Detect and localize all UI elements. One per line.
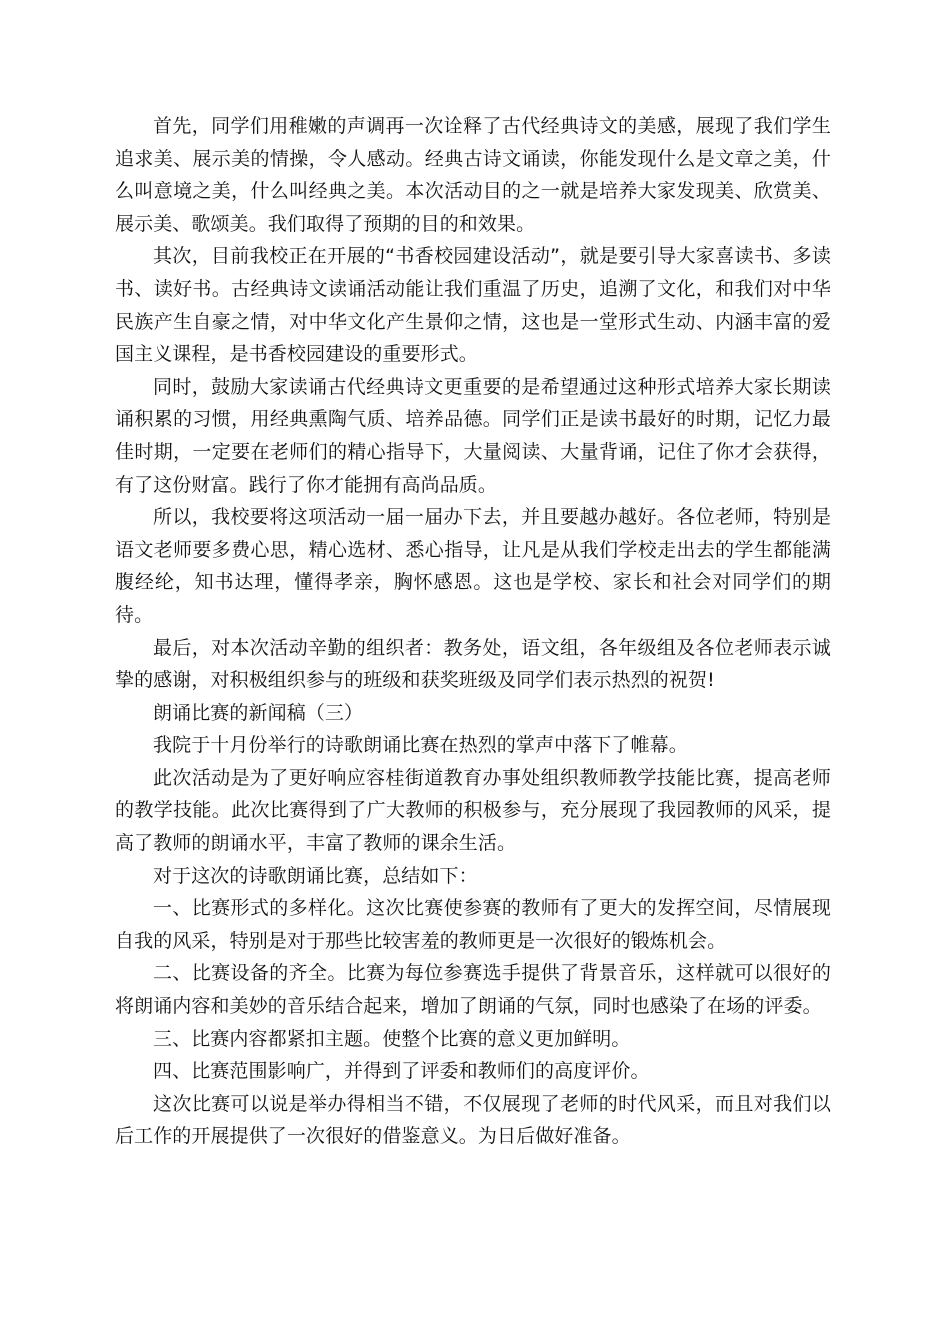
paragraph-1: 首先，同学们用稚嫩的声调再一次诠释了古代经典诗文的美感，展现了我们学生追求美、展示美的情操，令人感动。经典古诗文诵读，你能发现什么是文章之美，什么叫意境之美，什么叫经典之美。本次活动目的之一就是培养大家发现美、欣赏美、展示美、歌颂美。我们取得了预期的目的和效果。 — [115, 115, 831, 235]
paragraph-4: 所以，我校要将这项活动一届一届办下去，并且要越办越好。各位老师，特别是语文老师要多费心思，精心选材、悉心指导，让凡是从我们学校走出去的学生都能满腹经纶，知书达理，懂得孝亲，胸怀感恩。这也是学校、家长和社会对同学们的期待。 — [115, 506, 831, 626]
paragraph-11: 二、比赛设备的齐全。比赛为每位参赛选手提供了背景音乐，这样就可以很好的将朗诵内容和美妙的音乐结合起来，增加了朗诵的气氛，同时也感染了在场的评委。 — [115, 962, 831, 1018]
paragraph-9: 对于这次的诗歌朗诵比赛，总结如下： — [153, 864, 478, 887]
paragraph-7: 我院于十月份举行的诗歌朗诵比赛在热烈的掌声中落下了帷幕。 — [153, 734, 688, 757]
paragraph-12: 三、比赛内容都紧扣主题。使整个比赛的意义更加鲜明。 — [153, 1027, 631, 1050]
paragraph-13: 四、比赛范围影响广，并得到了评委和教师们的高度评价。 — [153, 1060, 650, 1083]
paragraph-10: 一、比赛形式的多样化。这次比赛使参赛的教师有了更大的发挥空间，尽情展现自我的风采，特别是对于那些比较害羞的教师更是一次很好的锻炼机会。 — [115, 897, 831, 952]
paragraph-14: 这次比赛可以说是举办得相当不错，不仅展现了老师的时代风采，而且对我们以后工作的开展提供了一次很好的借鉴意义。为日后做好准备。 — [115, 1092, 831, 1148]
paragraph-2: 其次，目前我校正在开展的“书香校园建设活动”，就是要引导大家喜读书、多读书、读好书。古经典诗文读诵活动能让我们重温了历史，追溯了文化，和我们对中华民族产生自豪之情，对中华文化产生景仰之情，这也是一堂形式生动、内涵丰富的爱国主义课程，是书香校园建设的重要形式。 — [115, 245, 831, 366]
section-heading: 朗诵比赛的新闻稿（三） — [153, 701, 364, 724]
paragraph-3: 同时，鼓励大家读诵古代经典诗文更重要的是希望通过这种形式培养大家长期读诵积累的习惯，用经典熏陶气质、培养品德。同学们正是读书最好的时期，记忆力最佳时期，一定要在老师们的精心指导下，大量阅读、大量背诵，记住了你才会获得，有了这份财富。践行了你才能拥有高尚品质。 — [115, 375, 831, 496]
paragraph-8: 此次活动是为了更好响应容桂街道教育办事处组织教师教学技能比赛，提高老师的教学技能。此次比赛得到了广大教师的积极参与，充分展现了我园教师的风采，提高了教师的朗诵水平，丰富了教师的课余生活。 — [115, 766, 831, 855]
paragraph-5: 最后，对本次活动辛勤的组织者：教务处，语文组，各年级组及各位老师表示诚挚的感谢，对积极组织参与的班级和获奖班级及同学们表示热烈的祝贺! — [115, 636, 831, 692]
document-body — [115, 110, 831, 1153]
